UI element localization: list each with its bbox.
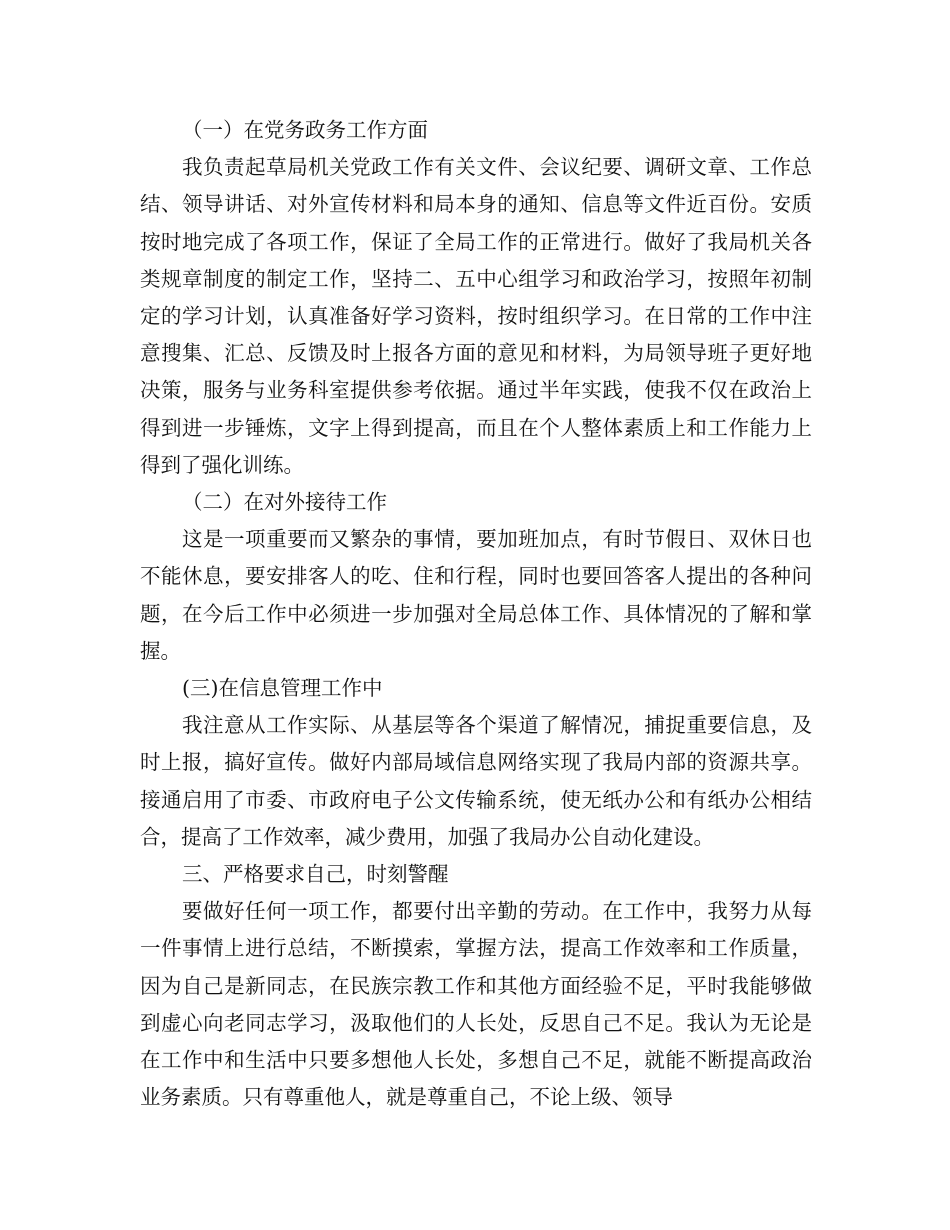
section-heading-party-affairs: （一）在党务政务工作方面 [182,118,428,142]
paragraph-self-discipline: 要做好任何一项工作，都要付出辛勤的劳动。在工作中，我努力从每一件事情上进行总结，不断摸索，掌握方法，提高工作效率和工作质量，因为自己是新同志，在民族宗教工作和其他方面经验不足，平时我能够做到虚心向老同志学习，汲取他们的人长处，反思自己不足。我认为无论是在工作中和生活中只要多想他人长处，多想自己不足，就能不断提高政治业务素质。只有尊重他人，就是尊重自己，不论上级、领导 [140,899,812,1110]
paragraph-information: 我注意从工作实际、从基层等各个渠道了解情况，捕捉重要信息，及时上报，搞好宣传。做好内部局域信息网络实现了我局内部的资源共享。接通启用了市委、市政府电子公文传输系统，使无纸办公和有纸办公相结合，提高了工作效率，减少费用，加强了我局办公自动化建设。 [140,713,812,849]
paragraph-party-affairs: 我负责起草局机关党政工作有关文件、会议纪要、调研文章、工作总结、领导讲话、对外宣传材料和局本身的通知、信息等文件近百份。安质按时地完成了各项工作，保证了全局工作的正常进行。做好了我局机关各类规章制度的制定工作，坚持二、五中心组学习和政治学习，按照年初制定的学习计划，认真准备好学习资料，按时组织学习。在日常的工作中注意搜集、汇总、反馈及时上报各方面的意见和材料，为局领导班子更好地决策，服务与业务科室提供参考依据。通过半年实践，使我不仅在政治上得到进一步锤炼，文字上得到提高，而且在个人整体素质上和工作能力上得到了强化训练。 [140,155,812,477]
section-heading-information: (三)在信息管理工作中 [182,676,383,701]
section-heading-reception: （二）在对外接待工作 [182,490,387,515]
section-heading-self-discipline: 三、严格要求自己，时刻警醒 [182,862,449,887]
document-body [140,112,812,1116]
paragraph-reception: 这是一项重要而又繁杂的事情，要加班加点，有时节假日、双休日也不能休息，要安排客人的吃、住和行程，同时也要回答客人提出的各种问题，在今后工作中必须进一步加强对全局总体工作、具体情况的了解和掌握。 [140,527,812,663]
